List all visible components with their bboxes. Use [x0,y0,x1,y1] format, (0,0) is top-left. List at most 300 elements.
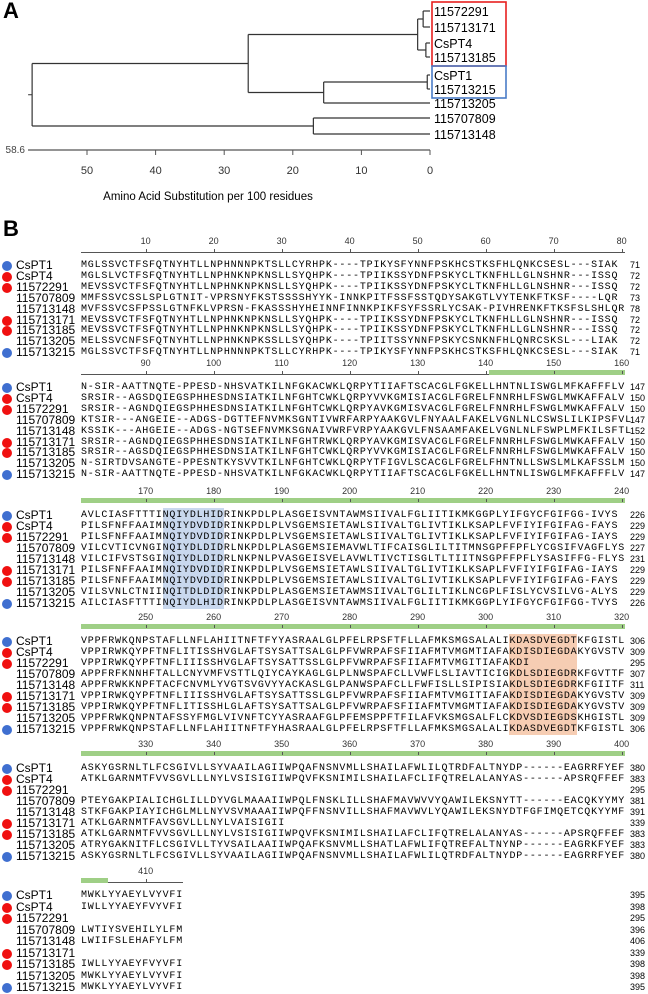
sequence-name: 115707809 [16,541,76,555]
residue-count: 147 [630,382,646,392]
sequence-residues: ATKLGARNMTFVVSGVLLLNYLVSISIGIIWPQVFKSNIMILSHAILAFCLIFQTRELALANYAS------APSRQFFEF [81,829,626,840]
sequence-name: 115713148 [16,552,76,566]
sequence-name: 115713148 [16,301,76,316]
sequence-residues: MVFSSVCSFPSSLGTNFKLVPRSN-FKASSSHYHEINNFINNKPIKFSYFSSRLYCSAK-PIVHRENKFTKSFSLSHLQR [81,303,626,315]
red-marker-dot [2,522,12,532]
alignment-row [0,763,648,774]
sequence-residues: KTSIR---ANGEIE--ADGS-DGTTEFNVMKSGNTIVWRFARPYAAKGVLFNYAALFAKELVGNLNLCSWSLILKIPSFVL [81,414,632,426]
ruler-number: 240 [614,486,630,496]
sequence-residues: SRSIR--AGNDQIEGSPHHESDNSIATKILNFGHTRWKLQRPYAVKGMISVACGLFGRELFNNRHLFSWGLMWKAFFALV [81,436,626,448]
ruler-number: 250 [138,612,154,622]
alignment-row [0,301,648,316]
alignment-row [0,598,648,609]
alignment-row [0,982,648,993]
sequence-name: 115713215 [16,596,76,610]
sequence-name: 115707809 [16,412,76,427]
ruler-tick [350,371,351,374]
sequence-name: 115713171 [16,563,76,577]
ruler-number: 130 [410,358,426,368]
ruler-number: 400 [614,739,630,749]
leaf-label: 115713171 [434,21,496,35]
sequence-residues: MEVSSVCTFSFQTNYHTLLNPHNKNPKNSLLSYQHPK----TPIIKSSYDNFPSKYCLTKNFHLLGLNSHNR---ISSQ [81,281,619,293]
alignment-row [0,543,648,554]
sequence-name: 115713185 [16,827,76,841]
ruler-number: 70 [548,236,559,246]
sequence-name: 115713205 [16,968,76,983]
ruler-number: 230 [546,486,562,496]
ruler-tick [214,625,215,628]
sequence-residues: VPPFRWKQNPSTAFLLNFLAHIITNFTFYHASRAALGLPFELRPSFTFLLAFMKSMGSALALIKDASDVEGDTKFGISTL [81,724,626,735]
sequence-name: 11572291 [16,911,69,925]
ruler-number: 30 [276,236,287,246]
red-marker-dot [2,949,12,959]
sequence-name: 115713205 [16,585,76,599]
axis-tick-label: 30 [218,165,231,177]
ruler-line [81,252,625,253]
alignment-row [0,785,648,796]
ruler-number: 200 [342,486,358,496]
residue-count: 391 [630,807,646,817]
sequence-name: 115713185 [16,574,76,588]
ruler-number: 210 [410,486,426,496]
ruler-tick [146,879,147,882]
alignment-row [0,713,648,724]
residue-count: 226 [630,510,646,520]
ruler-number: 390 [546,739,562,749]
ruler-tick [146,499,147,502]
alignment-row [0,899,648,914]
residue-count: 339 [630,947,646,958]
sequence-residues: VILSVNLCTNIINQITDLDIDRINKPDLPLASGEMSIETAWMSIIVALTGLILTIKLNCGPLFISLYCVSILVG-ALYS [81,587,619,598]
red-marker-dot [2,659,12,669]
sequence-residues: VPPIRWKQYPFTNFLIIISSHVGLAFTSYSATTSSLGLPFVWRPAFSFIIAFMTVMGITIAFAKDI [81,658,530,669]
sequence-residues: LWIIFSLEHAFYLFM [81,936,184,947]
alignment-row [0,336,648,347]
blue-marker-dot [2,470,12,480]
sequence-name: 115713215 [16,345,76,360]
sequence-name: 115707809 [16,794,76,808]
blue-marker-dot [2,725,12,735]
ruler-number: 330 [138,739,154,749]
sequence-name: 115713148 [16,934,76,948]
alignment-row [0,423,648,438]
sequence-residues: AILCIASFTTTINQIYDLHIDRINKPDLPLASGEISVNTAWMSIIVALFGLIITIKMKGGPLYIFGYCFGIFGG-TVYS [81,598,619,609]
residue-count: 231 [630,554,646,564]
ruler-number: 20 [208,236,219,246]
sequence-residues: MWKLYYAEYLVYVFI [81,970,184,982]
residue-count: 150 [630,403,646,414]
sequence-residues: SRSIR--AGNDQIEGSPHHESDNSIATKILNFGHTCWKLQRPYAVKGMISVACGLFGRELFNNRHLFSWGLMWKAFFALV [81,403,626,415]
axis-tick-label: 40 [149,165,162,177]
ruler-number: 270 [274,612,290,622]
alignment-row [0,434,648,449]
ruler-tick [282,249,283,252]
red-marker-dot [2,448,12,458]
red-marker-dot [2,566,12,576]
alignment-row [0,390,648,405]
axis-tick-label: 0 [426,165,434,177]
residue-count: 295 [630,913,646,923]
alignment-row [0,279,648,294]
alignment-row [0,532,648,543]
alignment-row [0,851,648,862]
sequence-residues: PTEYGAKPIALICHGLILLDYVGLMAAAIIWPQLFNSKLILLSHAFMAVWVVYQAWILEKSNYTT------EACQKYYMY [81,796,626,807]
sequence-residues: IWLLYYAEYFVYVFI [81,959,184,970]
residue-count: 398 [630,959,646,969]
alignment-row [0,922,648,937]
residue-count: 380 [630,851,646,861]
sequence-name: 115707809 [16,922,76,937]
sequence-name: CsPT1 [16,508,53,522]
sequence-name: 115713205 [16,334,76,349]
sequence-name: 115713171 [16,689,76,703]
leaf-label: CsPT4 [434,37,473,51]
residue-count: 398 [630,970,646,981]
ruler-number: 380 [478,739,494,749]
alignment-row [0,945,648,960]
alignment-row [0,458,648,469]
ruler-tick [282,752,283,755]
red-marker-dot [2,533,12,543]
red-marker-dot [2,272,12,282]
ruler-number: 140 [478,358,494,368]
alignment-row [0,401,648,416]
residue-count: 229 [630,521,646,531]
sequence-name: 115713215 [16,980,76,994]
blue-marker-dot [2,348,12,358]
ruler-tick [418,499,419,502]
ruler-number: 40 [344,236,355,246]
sequence-residues: N-SIRTDVSANGTE-PPESNTKYSVVTKILNFGHTCWKLQRPYTFIGVLSCACGLFGRELFHNTNLLSWSLMLKAFSSLM [81,458,626,470]
sequence-residues: MGLSSVCTFSFQTNYHTLLNPHNNNPKTSLLCYRHPK----TPIKYSFYNNFPSKHCSTKSFHLQNKCSESL---SIAK [81,347,619,359]
sequence-residues: VPPFRWKQNPNTAFSSYFMGLVIVNFTCYYASRAAFGLPFEMSPPFTFILAFVKSMGSALFLCKDVSDIEGDSKHGISTL [81,713,626,724]
alignment-row [0,268,648,283]
sequence-name: 11572291 [16,279,69,294]
red-marker-dot [2,692,12,702]
residue-count: 72 [630,336,641,347]
red-marker-dot [2,830,12,840]
sequence-name: 115713185 [16,445,76,460]
red-marker-dot [2,703,12,713]
sequence-name: 11572291 [16,783,69,797]
sequence-name: 115713148 [16,423,76,438]
red-marker-dot [2,786,12,796]
residue-count: 229 [630,587,646,597]
blue-marker-dot [2,852,12,862]
alignment-row [0,774,648,785]
alignment-row [0,521,648,532]
sequence-name: CsPT4 [16,268,53,283]
residue-count: 150 [630,447,646,458]
sequence-residues: N-SIR-AATTNQTE-PPESD-NHSVATKILNFGKACWKLQRPYTIIAFTSCACGLFGKELLHNTNLISWGLMFKAFFFLV [81,382,626,393]
ruler-tick [418,752,419,755]
alignment-row [0,647,648,658]
sequence-name: CsPT4 [16,390,53,405]
sequence-name: 115713215 [16,467,76,482]
blue-marker-dot [2,764,12,774]
ruler-number: 360 [342,739,358,749]
ruler-tick [146,249,147,252]
sequence-name: 115713148 [16,805,76,819]
alignment-row [0,691,648,702]
residue-count: 72 [630,270,641,281]
sequence-name: CsPT4 [16,899,53,914]
ruler-tick [214,499,215,502]
alignment-row [0,260,648,271]
blue-marker-dot [2,261,12,271]
sequence-residues: MEVSSVCTFSFQTNYHTLLNPHNKNPKNSLLSYQHPK----TPIIKSSYDNFPSKYCLTKNFHLLGLNSHNR---ISSQ [81,325,619,337]
residue-count: 78 [630,303,641,314]
alignment-block [0,486,648,611]
sequence-name: 115713171 [16,312,76,327]
ruler-tick [418,371,419,374]
residue-count: 72 [630,281,641,292]
residue-count: 150 [630,436,646,447]
ruler-tick [350,752,351,755]
residue-count: 383 [630,774,646,784]
residue-count: 383 [630,829,646,839]
sequence-name: CsPT1 [16,888,53,902]
green-domain-bar [81,878,108,883]
red-marker-dot [2,775,12,785]
panel-a-letter: A [3,0,19,23]
residue-count: 309 [630,691,646,701]
ruler-tick [486,371,487,374]
sequence-residues: APPFRWKKNPFTACFCNVMLYVGTSVGVYYACKASLGLPANWSPAFCLLFWFISLLSIPISIAKDLSDIEGDRKFGIITF [81,680,626,691]
panel-b-letter: B [3,216,19,241]
residue-count: 309 [630,647,646,657]
ruler-tick [282,371,283,374]
sequence-residues: MMFSSVCSSLSPLGTNIT-VPRSNYFKSTSSSSHYYK-INNKPITFSSFSSTQDYSAKGTLVYTENKFTKSF----LQR [81,292,619,304]
sequence-name: 115713205 [16,838,76,852]
residue-count: 339 [630,818,646,828]
residue-count: 150 [630,458,646,469]
ruler-tick [622,249,623,252]
ruler-tick [418,625,419,628]
ruler-number: 180 [206,486,222,496]
leaf-label: 115713215 [434,83,496,97]
red-marker-dot [2,438,12,448]
ruler-number: 170 [138,486,154,496]
sequence-residues: VILCVTICVNGINQIYDLDIDRLNKPDLPLASGEMSIEMAVWLTIFCAISGLILTITMNSGPFFPFLYCGSIFVAGFLYS [81,543,626,554]
residue-count: 306 [630,724,646,734]
red-marker-dot [2,914,12,924]
sequence-residues: ATKLGARNMTFAVSGVLLLNYLVAISIGII [81,818,286,829]
green-domain-bar [489,370,625,375]
sequence-residues: AVLCIASFTTTINQIYDLHIDRINKPDLPLASGEISVNTAWMSIIVALFGLIITIKMKGGPLYIFGYCFGIFGG-IVYS [81,510,619,521]
sequence-residues: PILSFNFFAAIMNQIYDVDIDRINKPDLPLVSGEMSIETAWLSIIVALTGLIVTIKLKSAPLFVFIYIFGIFAG-FAYS [81,576,619,587]
alignment-row [0,968,648,983]
sequence-name: CsPT4 [16,772,53,786]
red-marker-dot [2,326,12,336]
sequence-name: CsPT1 [16,761,53,775]
ruler-tick [282,499,283,502]
ruler-tick [146,371,147,374]
sequence-name: 115707809 [16,290,76,305]
ruler-tick [486,625,487,628]
ruler-number: 410 [138,866,154,876]
alignment-row [0,565,648,576]
blue-marker-dot [2,599,12,609]
alignment-row [0,576,648,587]
ruler-number: 110 [274,358,289,368]
red-marker-dot [2,283,12,293]
sequence-residues: KSSIK---AHGEIE--ADGS-NGTSEFNVMKSGNAIVWRFVRPYAAKGVLFNSAAMFAKELVGNLNLFSWPLMFKILSFTL [81,425,632,437]
axis-root-label: 58.6 [5,145,26,156]
alignment-row [0,680,648,691]
sequence-name: CsPT4 [16,519,53,533]
ruler-tick [622,625,623,628]
residue-count: 72 [630,325,641,336]
red-marker-dot [2,577,12,587]
ruler-number: 350 [274,739,290,749]
sequence-residues: VPPFRWKQNPSTAFLLNFLAHIITNFTFYYASRAALGLPFELRPSFTFLLAFMKSMGSALALIKDASDVEGDTKFGISTL [81,636,626,647]
residue-count: 229 [630,532,646,542]
ruler-number: 340 [206,739,222,749]
sequence-residues: ATKLGARNMTFVVSGVLLLNYLVSISIGIIWPQVFKSNIMILSHAILAFCLIFQTRELALANYAS------APSRQFFEF [81,774,626,785]
sequence-name: 115713205 [16,711,76,725]
residue-count: 229 [630,565,646,575]
alignment-row [0,347,648,358]
ruler-tick [214,371,215,374]
sequence-residues: N-SIR-AATTNQTE-PPESD-NHSVATKILNFGKACWKLQRPYTIIAFTSCACGLFGKELLHNTNLISWGLMFKAFFFLV [81,469,626,481]
alignment-row [0,959,648,970]
residue-count: 380 [630,763,646,773]
residue-count: 309 [630,702,646,712]
ruler-tick [554,625,555,628]
residue-count: 227 [630,543,646,553]
red-marker-dot [2,316,12,326]
blue-marker-dot [2,511,12,521]
residue-count: 383 [630,840,646,850]
leaf-label: 115713148 [434,128,496,142]
ruler-number: 150 [546,358,562,368]
ruler-tick [350,625,351,628]
alignment-row [0,807,648,818]
residue-count: 229 [630,576,646,586]
sequence-residues: PILSFNFFAAIMNQIYDVDIDRINKPDLPLVSGEMSIETAWLSIIVALTGLIVTIKLKSAPLFVFIYIFGIFAG-IAYS [81,565,619,576]
ruler-tick [214,752,215,755]
residue-count: 306 [630,636,646,646]
sequence-residues: STKFGAKPIAYICHGLMLLNYVSVMAAAIIWPQFFNSNVILLSHAFMAVWVLYQAWILEKSNYDTFGFIMQETCQKYYMF [81,807,626,818]
residue-count: 226 [630,598,646,608]
ruler-number: 190 [274,486,290,496]
sequence-residues: IWLLYYAEYFVYVFI [81,901,184,913]
red-marker-dot [2,819,12,829]
sequence-residues: PILSFNFFAAIMNQIYDVDIDRINKPDLPLVSGEMSIETAWLSIIVALTGLIVTIKLKSAPLFVFIYIFGIFAG-FAYS [81,521,619,532]
ruler-number: 300 [478,612,494,622]
red-marker-dot [2,405,12,415]
sequence-residues: SRSIR--AGSDQIEGSPHHESDNSIATKILNFGHTCWKLQRPYVVKGMISIACGLFGRELFNNRHLFSWGLMWKAFFALV [81,447,626,459]
ruler-number: 320 [614,612,630,622]
red-marker-dot [2,394,12,404]
leaf-label: 11572291 [434,5,489,19]
alignment-row [0,312,648,327]
sequence-name: CsPT1 [16,634,53,648]
alignment-row [0,469,648,480]
axis-title: Amino Acid Substitution per 100 residues [103,191,313,203]
sequence-name: 115713205 [16,456,76,471]
residue-count: 147 [630,469,646,480]
residue-count: 398 [630,901,646,912]
residue-count: 72 [630,314,641,325]
alignment-row [0,936,648,947]
leaf-label: 115707809 [434,112,496,126]
ruler-tick [622,752,623,755]
axis-tick-label: 10 [355,165,368,177]
residue-count: 147 [630,414,646,425]
alignment-row [0,658,648,669]
sequence-residues: MGLSSVCTFSFQTNYHTLLNPHNNNPKTSLLCYRHPK----TPIKYSFYNNFPSKHCSTKSFHLQNKCSESL---SIAK [81,260,619,271]
sequence-name: CsPT1 [16,258,53,272]
residue-count: 71 [630,347,641,358]
ruler-number: 100 [206,358,222,368]
ruler-tick [554,371,555,374]
alignment-row [0,818,648,829]
alignment-block [0,612,648,737]
sequence-residues: MWKLYYAEYLVYVFI [81,982,184,993]
sequence-residues: MWKLYYAEYLVYVFI [81,890,184,901]
alignment-block [0,866,648,994]
residue-count: 150 [630,392,646,403]
ruler-number: 60 [480,236,491,246]
residue-count: 295 [630,658,646,668]
red-marker-dot [2,903,12,913]
sequence-name: 115713171 [16,816,76,830]
sequence-name: 115713171 [16,434,76,449]
alignment-row [0,913,648,924]
sequence-residues: MEVSSVCTFSFQTNYHTLLNPHNKNPKNSLLSYQHPK----TPIIKSSYDNFPSKYCLTKNFHLLGLNSHNR---ISSQ [81,314,619,326]
sequence-residues: MGLSLVCTFSFQTNYHTLLNPHNKNPKNSLLSYQHPK----TPIIKSSYDNFPSKYCLTKNFHLLGLNSHNR---ISSQ [81,270,619,282]
alignment-row [0,587,648,598]
residue-count: 307 [630,669,646,679]
ruler-number: 290 [410,612,426,622]
residue-count: 395 [630,890,646,900]
alignment-row [0,796,648,807]
sequence-name: 115713148 [16,678,76,692]
red-marker-dot [2,648,12,658]
ruler-number: 310 [546,612,562,622]
ruler-tick [622,499,623,502]
residue-count: 295 [630,785,646,795]
sequence-name: 115707809 [16,667,76,681]
sequence-residues: ASKYGSRNLTLFCSGIVLLSYVAAILAGIIWPQAFNSNVMLLSHAILAFWLILQTRDFALTNYDP------EAGRRFYEF [81,851,626,862]
alignment-block [0,739,648,864]
sequence-residues: VPPIRWKQYPFTNFLITISSHVGLAFTSYSATTSALGLPFVWRPAFSFIIAFMTVMGMTIAFAKDISDIEGDAKYGVSTV [81,647,626,658]
sequence-residues: VPPIRWKQYPFTNFLITISSHLGLAFTSYSATTSALGLPFVWRPAFSFIIAFMTVMGMTIAFAKDISDIEGDAKYGVSTV [81,702,626,713]
leaf-label: 115713205 [434,97,496,111]
sequence-name: 115713215 [16,722,76,736]
residue-count: 396 [630,924,646,935]
residue-count: 381 [630,796,646,806]
ruler-number: 90 [140,358,151,368]
residue-count: 406 [630,936,646,946]
blue-marker-dot [2,983,12,993]
ruler-tick [486,499,487,502]
ruler-tick [486,249,487,252]
residue-count: 309 [630,713,646,723]
alignment-row [0,890,648,901]
sequence-residues: VILCIFVSTSGINQIYDLDIDRLNKPNLPVASGEISVELAVWLTIVCTISGLTLTIITNSGPFFPFLYSASIFFG-FLYS [81,554,626,565]
alignment-row [0,510,648,521]
alignment-row [0,829,648,840]
sequence-name: 11572291 [16,401,69,416]
sequence-residues: VPPIRWKQYPFTNFLIIISSHVGLAFTSYSATTSSLGLPFVWRPAFSFIIAFMTVMGITIAFAKDISDIEGDAKYGVSTV [81,691,626,702]
ruler-tick [554,752,555,755]
ruler-number: 10 [140,236,151,246]
alignment-row [0,382,648,393]
ruler-tick [350,249,351,252]
